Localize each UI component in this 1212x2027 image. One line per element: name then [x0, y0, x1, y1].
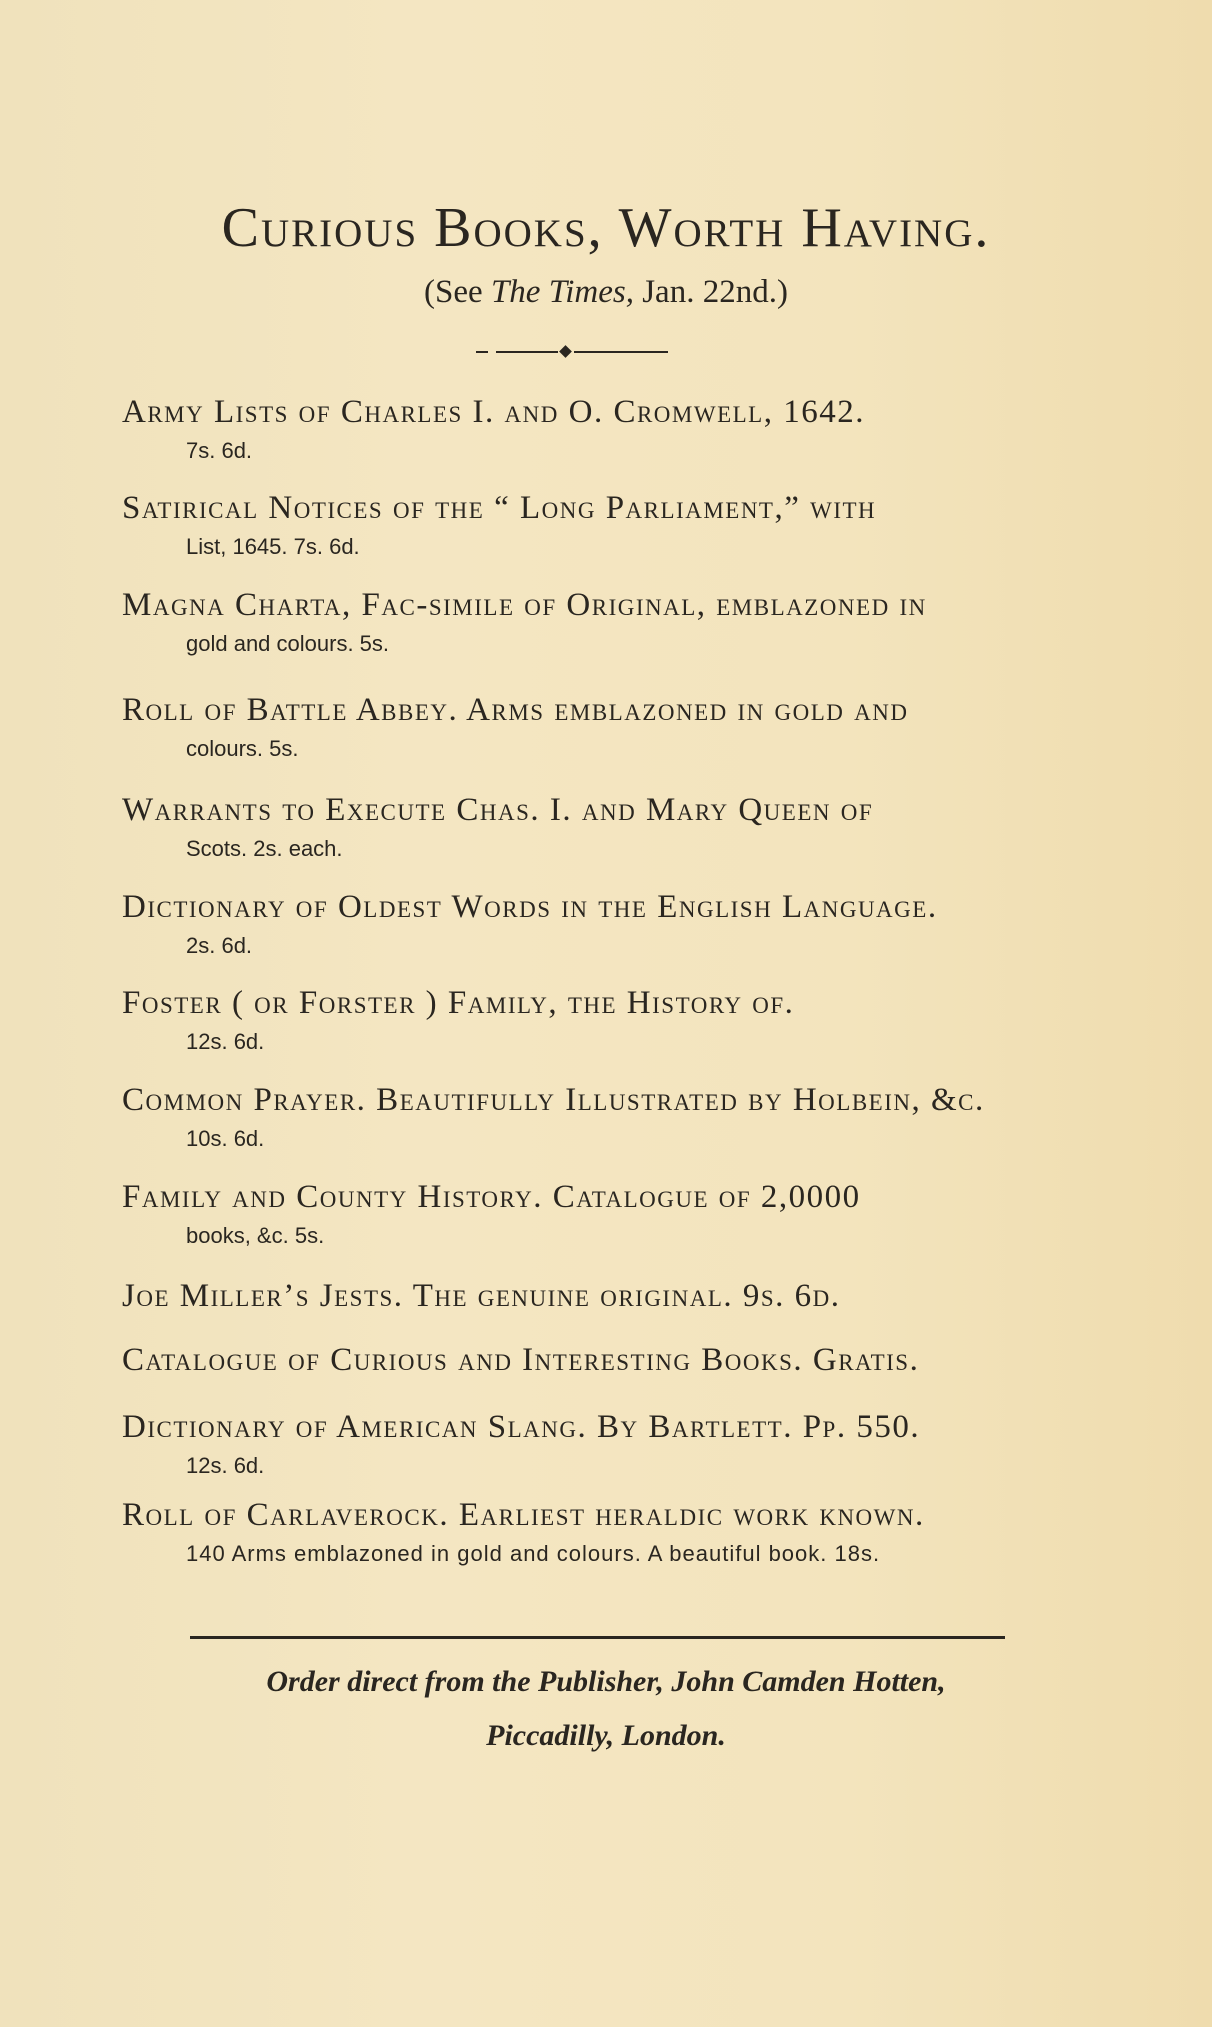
diamond-icon	[559, 345, 572, 358]
publisher-note-line: Piccadilly, London.	[486, 1719, 726, 1752]
book-entry	[122, 690, 1022, 766]
book-detail: 12s. 6d.	[186, 1029, 265, 1054]
publisher-note-line: Order direct from the Publisher, John Camden Hotten,	[266, 1665, 946, 1698]
subtitle-close: Jan. 22nd.)	[633, 274, 788, 310]
book-entry	[122, 585, 1022, 661]
book-title: Warrants to Execute Chas. I. and Mary Queen of	[122, 792, 874, 828]
horizontal-rule	[190, 1636, 1005, 1639]
book-detail: 140 Arms emblazoned in gold and colours. A beautiful book. 18s.	[186, 1541, 881, 1566]
book-detail: 10s. 6d.	[186, 1126, 265, 1151]
book-detail: 2s. 6d.	[186, 933, 253, 958]
book-title: Roll of Battle Abbey. Arms emblazoned in gold and	[122, 692, 909, 728]
ornament-divider	[476, 346, 668, 358]
page-subtitle	[0, 274, 1212, 311]
book-detail: gold and colours. 5s.	[186, 631, 390, 656]
subtitle-open: (See	[424, 274, 491, 310]
book-entry	[122, 1495, 1022, 1571]
book-detail: books, &c. 5s.	[186, 1223, 325, 1248]
subtitle-newspaper: The Times,	[490, 274, 634, 310]
book-title: Magna Charta, Fac-simile of Original, emblazoned in	[122, 587, 927, 623]
book-entry	[122, 1407, 1022, 1483]
book-entry	[122, 1340, 1022, 1380]
book-title: Common Prayer. Beautifully Illustrated by Holbein, &c.	[122, 1082, 985, 1118]
book-entry	[122, 983, 1022, 1059]
book-entry	[122, 392, 1022, 468]
publisher-note	[0, 1655, 1212, 1763]
book-entry	[122, 1080, 1022, 1156]
book-title: Joe Miller’s Jests. The genuine original. 9s. 6d.	[122, 1278, 841, 1314]
book-title: Family and County History. Catalogue of 2,0000	[122, 1179, 861, 1215]
book-detail: 7s. 6d.	[186, 438, 253, 463]
book-title: Catalogue of Curious and Interesting Books. Gratis.	[122, 1342, 920, 1378]
book-entry	[122, 887, 1022, 963]
book-entry	[122, 488, 1022, 564]
book-title: Dictionary of Oldest Words in the English Language.	[122, 889, 938, 925]
book-entry	[122, 1276, 1022, 1316]
book-title: Army Lists of Charles I. and O. Cromwell, 1642.	[122, 394, 865, 430]
page-title: Curious Books, Worth Having.	[221, 197, 991, 259]
book-title: Foster ( or Forster ) Family, the History of.	[122, 985, 795, 1021]
book-title: Dictionary of American Slang. By Bartlett. Pp. 550.	[122, 1409, 921, 1445]
book-detail: List, 1645. 7s. 6d.	[186, 534, 360, 559]
book-entry	[122, 1177, 1022, 1253]
book-detail: 12s. 6d.	[186, 1453, 265, 1478]
book-detail: Scots. 2s. each.	[186, 836, 343, 861]
book-entry	[122, 790, 1022, 866]
book-title: Roll of Carlaverock. Earliest heraldic work known.	[122, 1497, 925, 1533]
book-title: Satirical Notices of the “ Long Parliament,” with	[122, 490, 877, 526]
book-detail: colours. 5s.	[186, 736, 299, 761]
